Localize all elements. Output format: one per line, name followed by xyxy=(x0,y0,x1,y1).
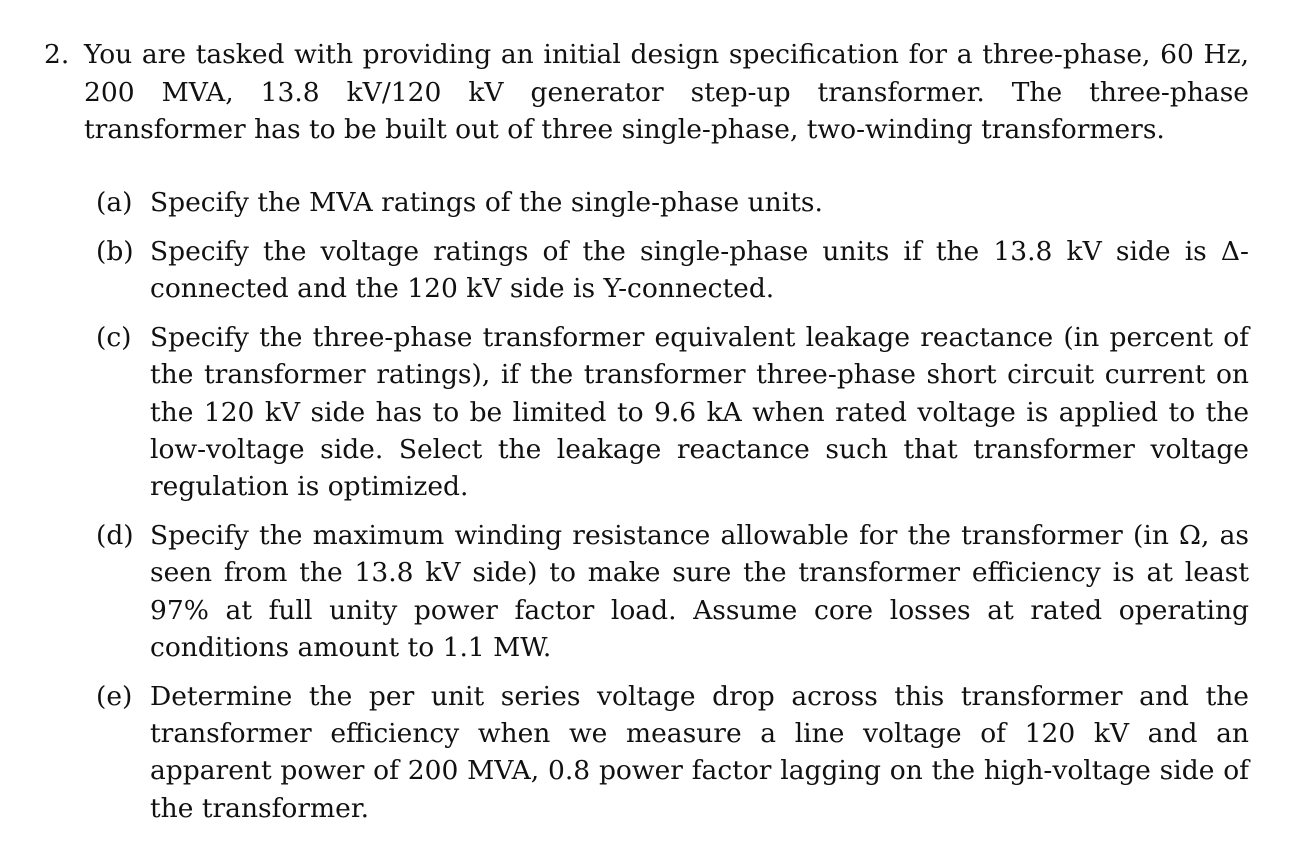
part-label: (a) xyxy=(96,186,133,218)
problem-header xyxy=(44,36,1249,149)
part-label: (e) xyxy=(96,680,133,712)
part-c xyxy=(96,319,1249,505)
problem-parts-list xyxy=(96,184,1249,827)
part-e xyxy=(96,678,1249,827)
part-label: (d) xyxy=(96,520,134,552)
part-text: Specify the three-phase transformer equivalent leakage reactance (in percent of the transformer ratings), if the transformer three-phase short circuit current on the 120 kV side has to be limited to 9.6 kA when rated voltage is applied to the low-voltage side. Select the leakage reactance such that transformer voltage regulation is optimized. xyxy=(150,322,1249,502)
part-a xyxy=(96,184,1249,221)
part-b xyxy=(96,233,1249,307)
part-text: Specify the voltage ratings of the single-phase units if the 13.8 kV side is Δ-connected and the 120 kV side is Y-connected. xyxy=(150,235,1249,304)
part-text: Specify the MVA ratings of the single-phase units. xyxy=(150,186,823,218)
part-text: Determine the per unit series voltage drop across this transformer and the transformer efficiency when we measure a line voltage of 120 kV and an apparent power of 200 MVA, 0.8 power factor lagging on the high-voltage side of the transformer. xyxy=(150,680,1249,824)
part-label: (c) xyxy=(96,322,132,354)
part-d xyxy=(96,517,1249,666)
problem-number: 2. xyxy=(44,39,70,70)
part-label: (b) xyxy=(96,235,134,267)
problem-statement: You are tasked with providing an initial design specification for a three-phase, 60 Hz, 200 MVA, 13.8 kV/120 kV generator step-up transformer. The three-phase transformer has to be built out of three single-phase, two-winding transformers. xyxy=(84,39,1249,145)
problem-2 xyxy=(44,36,1249,839)
part-text: Specify the maximum winding resistance allowable for the transformer (in Ω, as seen from the 13.8 kV side) to make sure the transformer efficiency is at least 97% at full unity power factor load. Assume core losses at rated operating conditions amount to 1.1 MW. xyxy=(150,520,1249,663)
